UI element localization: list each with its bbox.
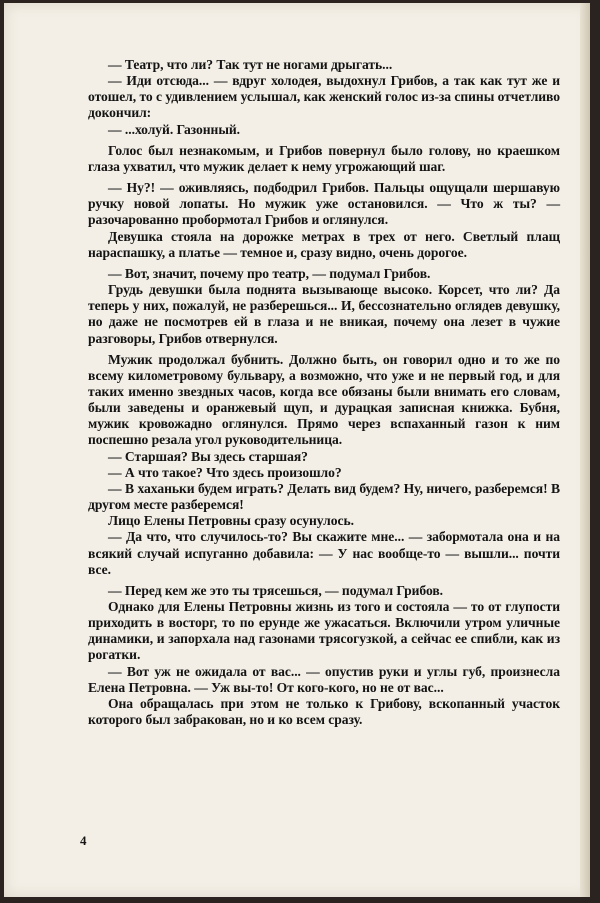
paragraph: — А что такое? Что здесь произошло?	[108, 464, 342, 480]
paragraph: Лицо Елены Петровны сразу осунулось.	[108, 513, 354, 529]
paragraph: Однако для Елены Петровны жизнь из того и состояла — то от глупости приходить в восторг, то по ерунде же ужасаться. Включили утром уличные динамики, и запорхала над газонами трясогузкой, а сейчас ее спибли, как из рогатки.	[88, 599, 560, 663]
paragraph: — Вот уж не ожидала от вас... — опустив руки и углы губ, произнесла Елена Петровна. — Уж вы-то! От кого-кого, но не от вас...	[88, 663, 560, 695]
paragraph: Мужик продолжал бубнить. Должно быть, он говорил одно и то же по всему километровому бульвару, а возможно, что уже и не первый год, и для таких именно звездных часов, когда все обязаны были внимать его словам, были заведены и оранжевый щуп, и дурацкая записная книжка. Бубня, мужик кровожадно оглянулся. Прямо через вспаханный газон к ним поспешно резала угол руководительница.	[88, 351, 560, 448]
paragraph: — Иди отсюда... — вдруг холодея, выдохнул Грибов, а так как тут же и отошел, то с удивлением услышал, как женский голос из-за спины отчетливо докончил:	[88, 73, 560, 121]
paragraph: Она обращалась при этом не только к Грибову, вскопанный участок которого был забракован, но и ко всем сразу.	[88, 695, 560, 728]
body-text	[88, 57, 560, 728]
page-spine-shadow	[580, 3, 590, 897]
paragraph: — Театр, что ли? Так тут не ногами дрыгать...	[108, 57, 393, 72]
page-number: 4	[80, 833, 87, 848]
paragraph: — Перед кем же это ты трясешься, — подумал Грибов.	[108, 582, 444, 598]
paragraph: — Да что, что случилось-то? Вы скажите мне... — забормотала она и на всякий случай испуганно добавила: — У нас вообще-то — вышли... почти все.	[88, 529, 560, 577]
paragraph: — Вот, значит, почему про театр, — подумал Грибов.	[108, 265, 431, 281]
paragraph: — ...холуй. Газонный.	[108, 121, 241, 137]
paragraph: — В хаханьки будем играть? Делать вид будем? Ну, ничего, разберемся! В другом месте разберемся!	[88, 480, 560, 513]
paragraph: — Старшая? Вы здесь старшая?	[108, 448, 308, 464]
book-page	[4, 3, 590, 897]
paragraph: Голос был незнакомым, и Грибов повернул было голову, но краешком глаза ухватил, что мужик делает к нему угрожающий шаг.	[88, 142, 560, 174]
paragraph: — Ну?! — оживляясь, подбодрил Грибов. Пальцы ощущали шершавую ручку новой лопаты. Но мужик уже остановился. — Что ж ты? — разочарованно пробормотал Грибов и оглянулся.	[88, 180, 560, 228]
paragraph: Девушка стояла на дорожке метрах в трех от него. Светлый плащ нараспашку, а платье — темное и, сразу видно, очень дорогое.	[88, 228, 560, 260]
paragraph: Грудь девушки была поднята вызывающе высоко. Корсет, что ли? Да теперь у них, пожалуй, не разберешься... И, бессознательно оглядев девушку, но даже не посмотрев ей в глаза и не вникая, почему она лезет в чужие разговоры, Грибов отвернулся.	[88, 282, 560, 346]
